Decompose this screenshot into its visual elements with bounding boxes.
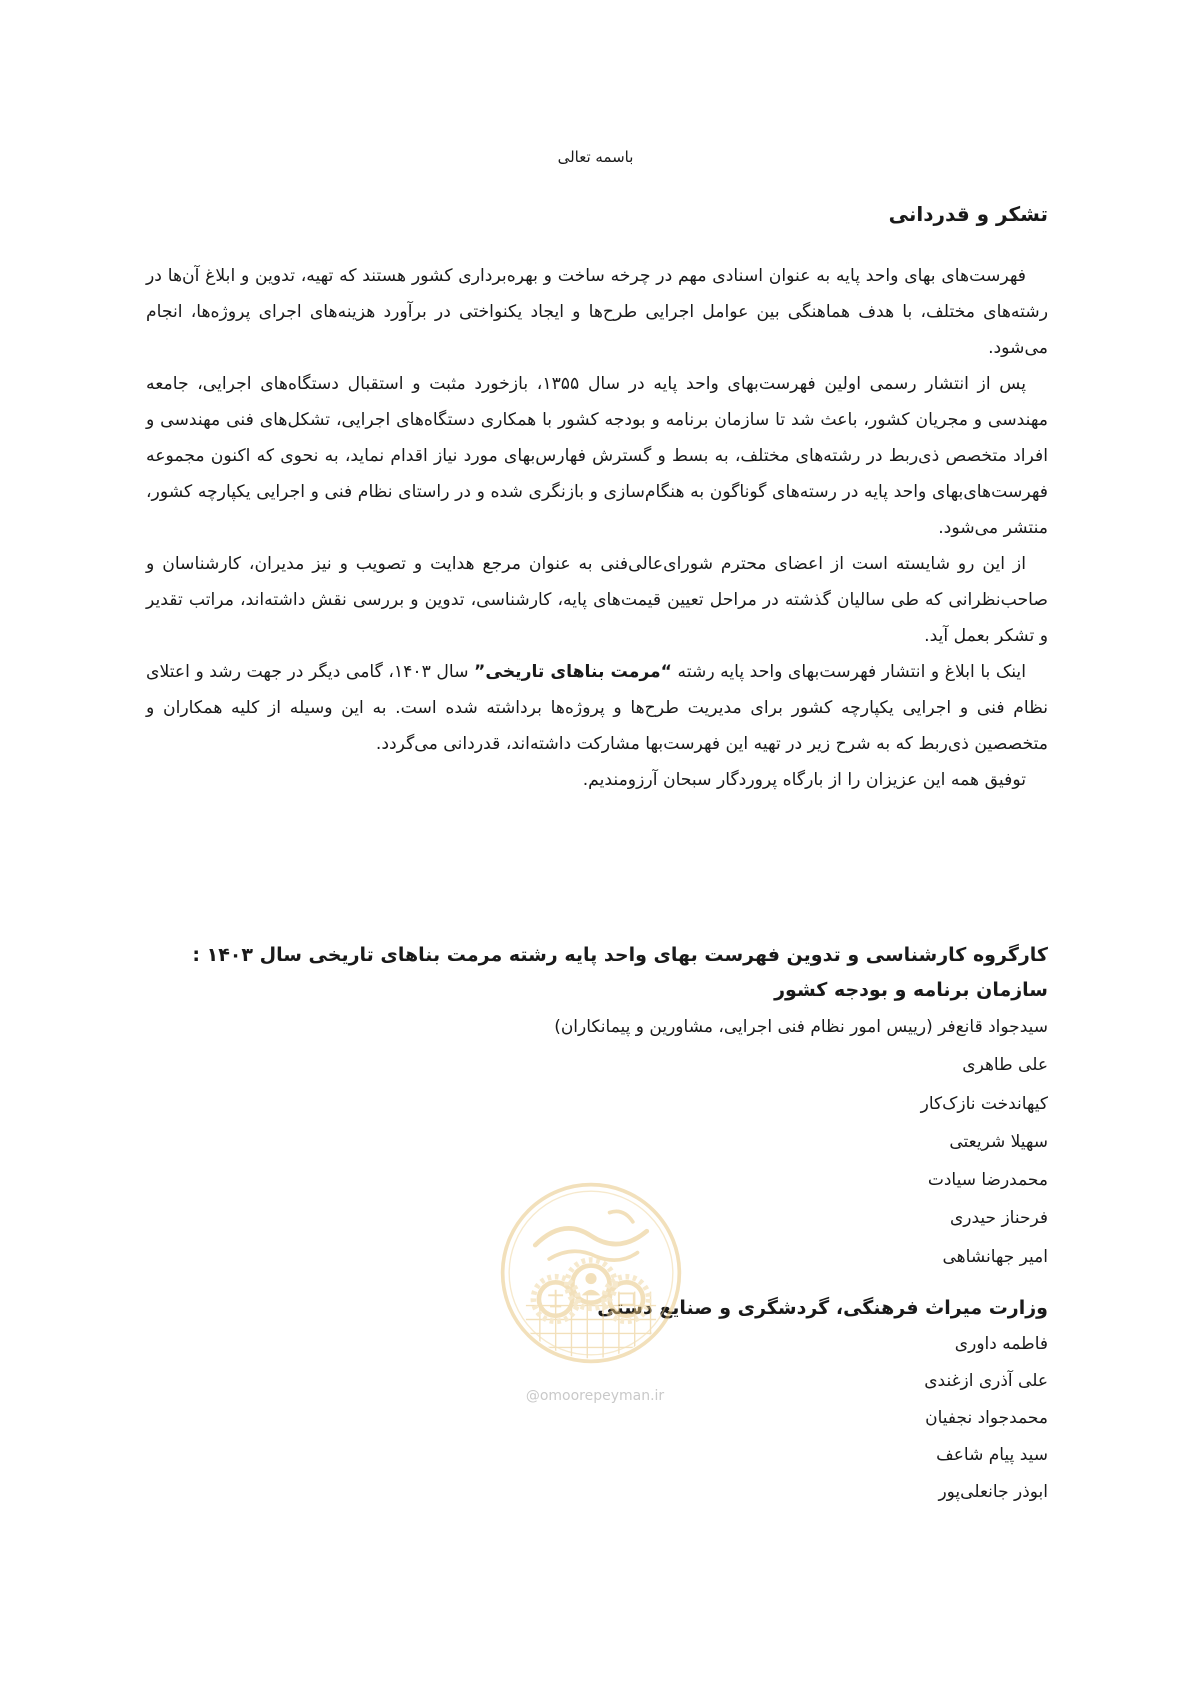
member-name: فاطمه داوری: [954, 1334, 1048, 1355]
member-name: کیهاندخت نازک‌کار: [920, 1093, 1048, 1114]
field-name-highlight: “مرمت بناهای تاریخی”: [474, 662, 672, 682]
closing-paragraph: توفیق همه این عزیزان را از بارگاه پروردگار سبحان آرزومندیم.: [582, 770, 1026, 790]
member-name: امیر جهانشاهی: [942, 1246, 1048, 1267]
paragraph: فهرست‌های بهای واحد پایه به عنوان اسنادی مهم در چرخه ساخت و بهره‌برداری کشور هستند که تهیه، تدوین و ابلاغ آن‌ها در رشته‌های مختلف، با هدف هماهنگی بین عوامل اجرایی طرح‌ها و ایجاد یکنواختی در برآورد هزینه‌های اجرای پروژه‌ها، انجام می‌شود.: [146, 266, 1048, 358]
acknowledgement-body: [146, 258, 1048, 798]
member-name: محمدرضا سیادت: [927, 1170, 1048, 1191]
basmala: باسمه تعالی: [557, 148, 634, 166]
organization-name: سازمان برنامه و بودجه کشور: [774, 979, 1048, 1001]
watermark-url: @omoorepeyman.ir: [525, 1388, 665, 1404]
paragraph: [146, 654, 1048, 762]
paragraph-text: اینک با ابلاغ و انتشار فهرست‌بهای واحد پایه رشته: [671, 662, 1026, 682]
member-name: محمدجواد نجفیان: [925, 1408, 1048, 1429]
paragraph-text: سال ۱۴۰۳، گامی دیگر در جهت رشد و اعتلای نظام فنی و اجرایی یکپارچه کشور برای مدیریت طرح‌ها و پروژه‌ها برداشته شده است. به این وسیله از کلیه همکاران و متخصصین ذی‌ربط که به شرح زیر در تهیه این فهرست‌بها مشارکت داشته‌اند، قدردانی می‌گردد.: [146, 662, 1048, 754]
committee-title: کارگروه کارشناسی و تدوین فهرست بهای واحد پایه رشته مرمت بناهای تاریخی سال ۱۴۰۳ :: [192, 944, 1048, 966]
watermark-stamp-icon: [498, 1180, 684, 1366]
paragraph: از این رو شایسته است از اعضای محترم شورای‌عالی‌فنی به عنوان مرجع هدایت و تصویب و نیز مدیران، کارشناسان و صاحب‌نظرانی که طی سالیان گذشته در مراحل تعیین قیمت‌های پایه، کارشناسی، تدوین و بررسی نقش داشته‌اند، مراتب تقدیر و تشکر بعمل آید.: [146, 554, 1048, 646]
member-name: فرحناز حیدری: [949, 1208, 1048, 1229]
paragraph: پس از انتشار رسمی اولین فهرست‌بهای واحد پایه در سال ۱۳۵۵، بازخورد مثبت و استقبال دستگاه‌های اجرایی، جامعه مهندسی و مجریان کشور، باعث شد تا سازمان برنامه و بودجه کشور با همکاری دستگاه‌های اجرایی، تشکل‌های فنی مهندسی و افراد متخصص ذی‌ربط در رشته‌های مختلف، به بسط و گسترش فهارس‌بهای مورد نیاز اقدام نماید، به نحوی که اکنون مجموعه فهرست‌های‌بهای واحد پایه در رسته‌های گوناگون به هنگام‌سازی و بازنگری شده و در راستای نظام فنی و اجرایی یکپارچه کشور، منتشر می‌شود.: [146, 374, 1048, 538]
member-name: سید پیام شاعف: [936, 1445, 1048, 1466]
organization-name: وزارت میراث فرهنگی، گردشگری و صنایع دستی: [597, 1297, 1048, 1320]
member-name: ابوذر جانعلی‌پور: [938, 1482, 1048, 1503]
member-name: سهیلا شریعتی: [949, 1131, 1048, 1152]
member-name: سیدجواد قانع‌فر (رییس امور نظام فنی اجرایی، مشاورین و پیمانکاران): [554, 1017, 1048, 1037]
page-title: تشکر و قدردانی: [888, 202, 1048, 226]
member-name: علی آذری ازغندی: [924, 1371, 1048, 1392]
member-name: علی طاهری: [962, 1055, 1048, 1076]
